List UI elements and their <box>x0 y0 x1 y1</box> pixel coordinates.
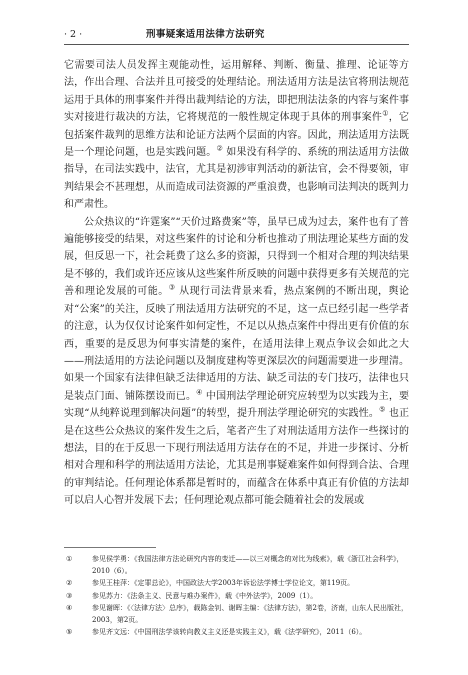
footnote-number: ④ <box>66 603 73 612</box>
footnote-text: 参见侯学勇：《我国法律方法论研究内容的变迁——以三对概念的对比为线索》，载《浙江社会科学》，2010（6）。 <box>92 555 404 576</box>
text-run: 它需要司法人员发挥主观能动性，运用解释、判断、衡量、推理、论证等方法，作出合理、合法并且可接受的处理结论。刑法适用方法是法官将刑法规范运用于具体的刑事案件并得出裁判结论的方法，即把刑法法条的内容与案件事实对接进行裁决的方法，它将规范的一般性规定体现于具体的刑事案件 <box>64 60 409 124</box>
paragraph <box>64 214 409 510</box>
footnote-number: ⑤ <box>66 628 73 637</box>
text-run: 从现行司法背景来看，热点案例的不断出现，舆论对“公案”的关注，反映了刑法适用方法研究的不足，这一点已经引起一些学者的注意，认为仅仅讨论案件如何定性，不足以从热点案件中得出更有价值的东西，重要的是反思为何事实清楚的案件，在适用法律上观点争议会如此之大——刑法适用的方法论问题以及制度建构等更深层次的问题需要进一步理清。如果一个国家有法律但缺乏法律适用的方法、缺乏司法的专门技巧，法律也只是装点门面、铺陈摆设而已。 <box>64 286 410 402</box>
footnotes <box>64 553 409 638</box>
footnote-number: ③ <box>66 591 73 600</box>
running-title: 刑事疑案适用法律方法研究 <box>146 29 265 40</box>
text-run: 中国刑法学理论研究应转型为以实践为主，要实现“从纯粹说理到解决问题”的转型，提升刑法学理论研究的实践性。 <box>64 390 410 420</box>
footnote <box>64 626 409 638</box>
footnote-text: 参见齐文远：《中国刑法学该转向教义主义还是实践主义》，载《法学研究》，2011（6）。 <box>92 628 367 637</box>
text-run: 公众热议的“许霆案”“天价过路费案”等，虽早已成为过去，案件也有了普遍能够接受的结果，对这些案件的讨论和分析也推动了刑法理论某些方面的发展，但反思一下，社会耗费了这么多的资源，只得到一个相对合理的判决结果是不够的，我们或许还应该从这些案件所反映的问题中获得更多有关规范的完善和理论发展的可能。 <box>64 216 409 298</box>
paragraph <box>64 57 409 214</box>
footnote-ref[interactable]: ⑤ <box>379 405 386 414</box>
page-number: · 2 · <box>64 29 83 40</box>
text-run: 也正是在这些公众热议的案件发生之后，笔者产生了对刑法适用方法作一些探讨的想法，目的在于反思一下现行刑法适用方法存在的不足，并进一步探讨、分析相对合理和科学的刑法适用方法论，尤其是刑事疑难案件如何得到合法、合理的审判结论。任何理论体系都是暂时的，而蕴含在体系中真正有价值的方法却可以启人心智并发展下去；任何理论观点都可能会随着社会的发展或 <box>64 408 409 507</box>
footnote <box>64 590 409 602</box>
footnote-ref[interactable]: ④ <box>196 388 203 397</box>
footnote-text: 参见王桂萍：《定罪总论》，中国政法大学2003年诉讼法学博士学位论文，第119页。 <box>92 579 355 588</box>
footnote <box>64 553 409 577</box>
footnote <box>64 602 409 626</box>
text-run: ，它包括案件裁判的思维方法和论证方法两个层面的内容。因此，刑法适用方法既是一个理论问题，也是实践问题。 <box>64 112 410 159</box>
running-header <box>64 27 409 43</box>
header-rule <box>64 44 409 45</box>
footnote-text: 参见苏力：《法条主义、民意与难办案件》，载《中外法学》，2009（1）。 <box>92 591 318 600</box>
footnote <box>64 577 409 589</box>
text-run: 如果没有科学的、系统的刑法适用方法做指导，在司法实践中，法官，尤其是初涉审判活动的新法官，会不得要领，审判结果会不甚理想，从而造成司法资源的严重浪费，也影响司法判决的既判力和严肃性。 <box>64 147 410 211</box>
footnote-ref[interactable]: ③ <box>168 283 176 292</box>
footnote-ref[interactable]: ① <box>382 109 389 118</box>
footnote-ref[interactable]: ② <box>216 144 223 153</box>
footnote-separator <box>64 547 156 548</box>
footnote-number: ① <box>66 555 73 563</box>
footnote-number: ② <box>66 579 73 588</box>
footnote-text: 参见谢晖：《〈法律方法〉总序》，载陈金钊、谢晖主编：《法律方法》，第2卷，济南，山东人民出版社，2003，第2页。 <box>92 603 408 625</box>
body-text <box>64 57 409 510</box>
